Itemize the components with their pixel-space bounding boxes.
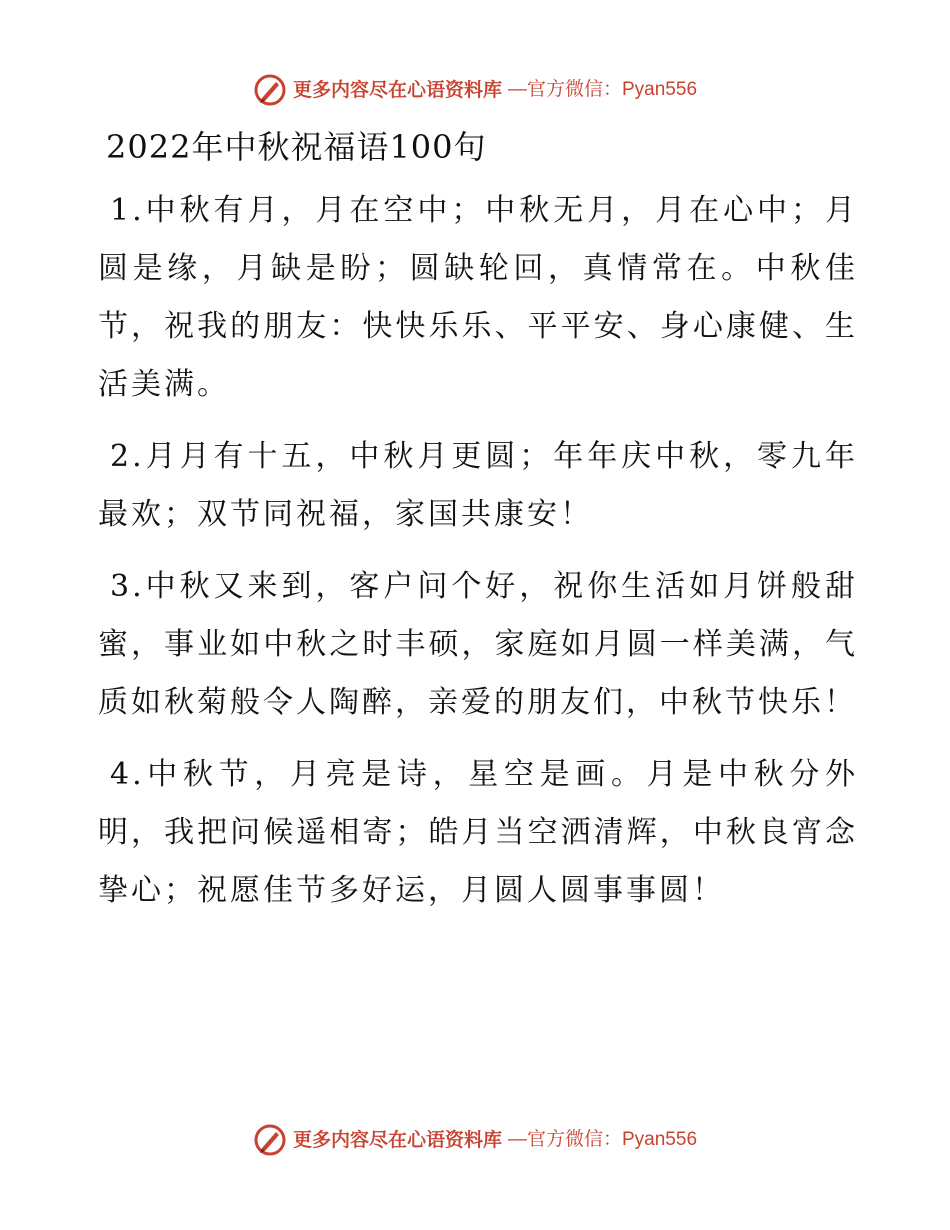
header-banner xyxy=(0,70,950,110)
blessing-entry-2: 2.月月有十五，中秋月更圆；年年庆中秋，零九年最欢；双节同祝福，家国共康安！ xyxy=(98,439,858,532)
banner-main-text: 更多内容尽在心语资料库 xyxy=(292,79,502,101)
document-body xyxy=(98,118,858,934)
footer-wechat-text: —官方微信：Pyan556 xyxy=(508,1129,698,1150)
footer-banner xyxy=(0,1120,950,1160)
document-title: 2022年中秋祝福语100句 xyxy=(106,128,487,166)
blessing-entry-4: 4.中秋节，月亮是诗，星空是画。月是中秋分外明，我把问候遥相寄；皓月当空洒清辉，中秋良宵念挚心；祝愿佳节多好运，月圆人圆事事圆！ xyxy=(98,757,858,908)
banner-wechat-text: —官方微信：Pyan556 xyxy=(508,79,698,100)
blessing-entry-3: 3.中秋又来到，客户问个好，祝你生活如月饼般甜蜜，事业如中秋之时丰硕，家庭如月圆一样美满，气质如秋菊般令人陶醉，亲爱的朋友们，中秋节快乐！ xyxy=(98,569,858,720)
pen-logo-icon xyxy=(253,1123,287,1157)
blessing-entry-1: 1.中秋有月，月在空中；中秋无月，月在心中；月圆是缘，月缺是盼；圆缺轮回，真情常在。中秋佳节，祝我的朋友：快快乐乐、平平安、身心康健、生活美满。 xyxy=(98,193,858,402)
footer-main-text: 更多内容尽在心语资料库 xyxy=(292,1129,502,1151)
pen-logo-icon xyxy=(253,73,287,107)
